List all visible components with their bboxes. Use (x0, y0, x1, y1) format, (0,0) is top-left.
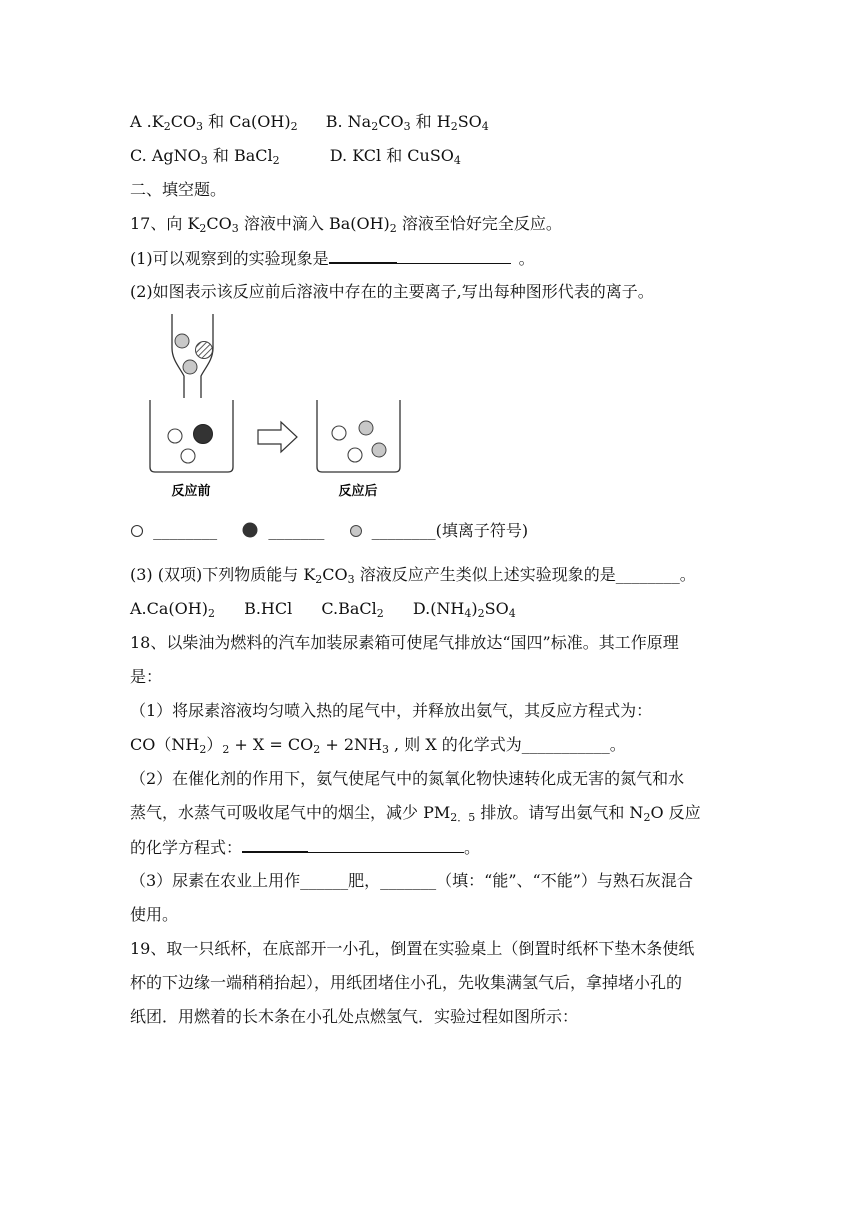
q16-options-row1: A $.K_2CO_3$ 和 $Ca(OH)_2$ B. $Na_2CO_3$ 和 $H_2SO_4$ (130, 112, 489, 133)
q17-legend: ________ _______ ________(填离子符号) (130, 521, 528, 541)
q19-line3: 纸团．用燃着的长木条在小孔处点燃氢气．实验过程如图所示： (130, 1007, 579, 1026)
white-ion-icon (348, 448, 362, 462)
q17-part1: (1)可以观察到的实验现象是 。 (130, 249, 535, 268)
option-b: B. Na (325, 112, 372, 131)
q17-part3: (3) (双项)下列物质能与 $K_2CO_3$ 溶液反应产生类似上述实验现象的是________。 (130, 565, 696, 586)
white-ion-icon (130, 524, 144, 538)
answer-blank[interactable] (242, 837, 308, 853)
white-ion-icon (181, 449, 195, 463)
answer-blank[interactable]: ________ (371, 521, 436, 540)
q17-part3-options: $A.Ca(OH)_2$ B.HCl C.BaCl$_2$ $D.(NH_4)_2SO_4$ (130, 599, 516, 620)
reaction-diagram (140, 312, 420, 507)
q19-line1: 19、取一只纸杯，在底部开一小孔，倒置在实验桌上（倒置时纸杯下垫木条使纸 (130, 939, 695, 958)
answer-blank[interactable] (329, 248, 397, 264)
hatched-ion-icon (196, 342, 213, 359)
answer-blank[interactable] (397, 249, 511, 264)
gray-ion-icon (183, 360, 197, 374)
white-ion-icon (332, 426, 346, 440)
q17-part2: (2)如图表示该反应前后溶液中存在的主要离子,写出每种图形代表的离子。 (130, 282, 654, 301)
q18-line5: （2）在催化剂的作用下，氨气使尾气中的氮氧化物快速转化成无害的氮气和水 (130, 769, 685, 788)
q18-line8: （3）尿素在农业上用作______肥，_______（填：“能”、“不能”）与熟石灰混合 (130, 871, 693, 890)
q18-line3: （1）将尿素溶液均匀喷入热的尾气中，并释放出氨气，其反应方程式为： (130, 701, 653, 720)
gray-ion-icon (359, 421, 373, 435)
arrow-icon (258, 422, 297, 452)
label-after: 反应后 (338, 484, 378, 499)
q18-line1: 18、以柴油为燃料的汽车加装尿素箱可使尾气排放达“国四”标准。其工作原理 (130, 633, 679, 652)
q19-line2: 杯的下边缘一端稍稍抬起），用纸团堵住小孔，先收集满氢气后，拿掉堵小孔的 (130, 973, 683, 992)
q18-line6: 蒸气，水蒸气可吸收尾气中的烟尘，减少 $PM_{2.5}$ 排放。请写出氨气和 $N_2O$ 反应 (130, 803, 701, 824)
gray-ion-icon (175, 334, 189, 348)
section-title: 二、填空题。 (130, 180, 227, 199)
answer-blank[interactable] (308, 838, 464, 853)
answer-blank[interactable]: _______ (268, 521, 325, 540)
q17-stem: 17、向 $K_2CO_3$ 溶液中滴入 $Ba(OH)_2$ 溶液至恰好完全反应。 (130, 214, 562, 235)
q18-line7: 的化学方程式： 。 (130, 838, 481, 857)
option-a: A .K (130, 112, 164, 131)
q16-options-row2: C. AgNO$_3$ 和 BaCl$_2$ D. KCl 和 CuSO$_4$ (130, 146, 461, 167)
option-d: D. KCl 和 CuSO (329, 146, 454, 165)
gray-ion-icon (349, 524, 363, 538)
q18-line2: 是： (130, 667, 163, 686)
q18-equation: $CO(NH_2)_2 + X = CO_2 + 2NH_3$ , 则 X 的化学式为___________。 (130, 735, 626, 756)
white-ion-icon (168, 429, 182, 443)
label-before: 反应前 (171, 484, 211, 499)
q18-line9: 使用。 (130, 905, 179, 924)
black-ion-icon (241, 521, 259, 539)
dropper-left-wall (172, 314, 184, 398)
option-c: C. AgNO (130, 146, 201, 165)
gray-ion-icon (372, 443, 386, 457)
black-ion-icon (194, 425, 213, 444)
answer-blank[interactable]: ________ (153, 521, 218, 540)
